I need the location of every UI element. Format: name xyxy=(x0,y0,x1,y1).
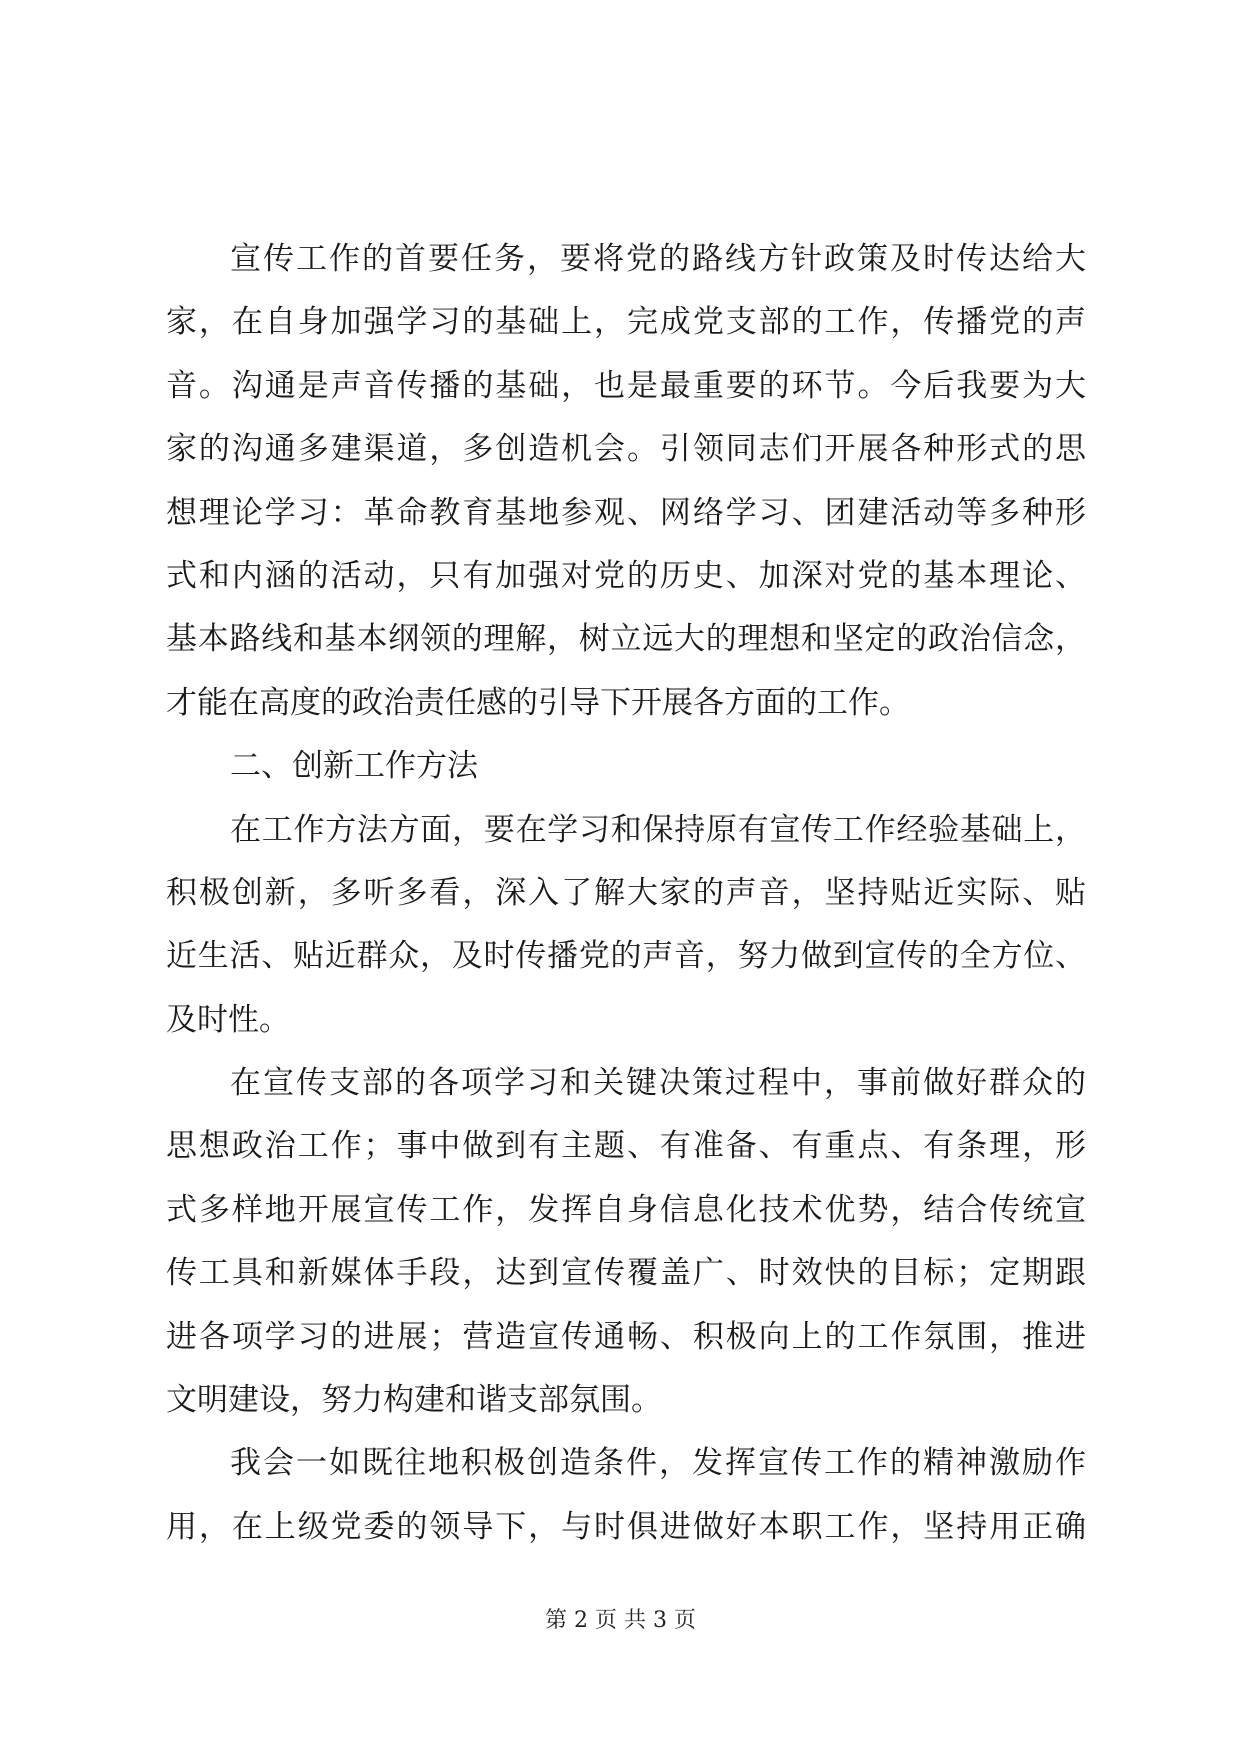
paragraph-line: 在工作方法方面，要在学习和保持原有宣传工作经验基础上， xyxy=(230,811,1086,848)
paragraph-line: 及时性。 xyxy=(166,1001,290,1038)
document-body xyxy=(166,228,1086,1559)
paragraph-line: 式多样地开展宣传工作，发挥自身信息化技术优势，结合传统宣 xyxy=(166,1191,1086,1228)
paragraph-line: 音。沟通是声音传播的基础，也是最重要的环节。今后我要为大 xyxy=(166,367,1086,404)
paragraph-line: 积极创新，多听多看，深入了解大家的声音，坚持贴近实际、贴 xyxy=(166,874,1086,911)
paragraph-line: 进各项学习的进展；营造宣传通畅、积极向上的工作氛围，推进 xyxy=(166,1318,1086,1355)
paragraph-line: 在宣传支部的各项学习和关键决策过程中，事前做好群众的 xyxy=(230,1065,1086,1102)
paragraph-line: 思想政治工作；事中做到有主题、有准备、有重点、有条理，形 xyxy=(166,1128,1086,1165)
paragraph-line: 想理论学习：革命教育基地参观、网络学习、团建活动等多种形 xyxy=(166,494,1086,531)
paragraph-line: 宣传工作的首要任务，要将党的路线方针政策及时传达给大 xyxy=(230,241,1086,277)
paragraph-line: 家，在自身加强学习的基础上，完成党支部的工作，传播党的声 xyxy=(166,304,1086,341)
paragraph-line: 基本路线和基本纲领的理解，树立远大的理想和坚定的政治信念， xyxy=(166,621,1086,658)
section-heading: 二、创新工作方法 xyxy=(230,748,478,785)
paragraph-line: 文明建设，努力构建和谐支部氛围。 xyxy=(166,1382,662,1419)
paragraph-line: 我会一如既往地积极创造条件，发挥宣传工作的精神激励作 xyxy=(230,1445,1086,1482)
paragraph-line: 式和内涵的活动，只有加强对党的历史、加深对党的基本理论、 xyxy=(166,557,1086,594)
paragraph-line: 近生活、贴近群众，及时传播党的声音，努力做到宣传的全方位、 xyxy=(166,938,1086,975)
paragraph-line: 家的沟通多建渠道，多创造机会。引领同志们开展各种形式的思 xyxy=(166,431,1086,468)
paragraph-line: 用，在上级党委的领导下，与时俱进做好本职工作，坚持用正确 xyxy=(166,1508,1086,1545)
paragraph-line: 才能在高度的政治责任感的引导下开展各方面的工作。 xyxy=(166,684,910,721)
page-number-footer: 第 2 页 共 3 页 xyxy=(545,1608,696,1633)
paragraph-line: 传工具和新媒体手段，达到宣传覆盖广、时效快的目标；定期跟 xyxy=(166,1255,1086,1292)
